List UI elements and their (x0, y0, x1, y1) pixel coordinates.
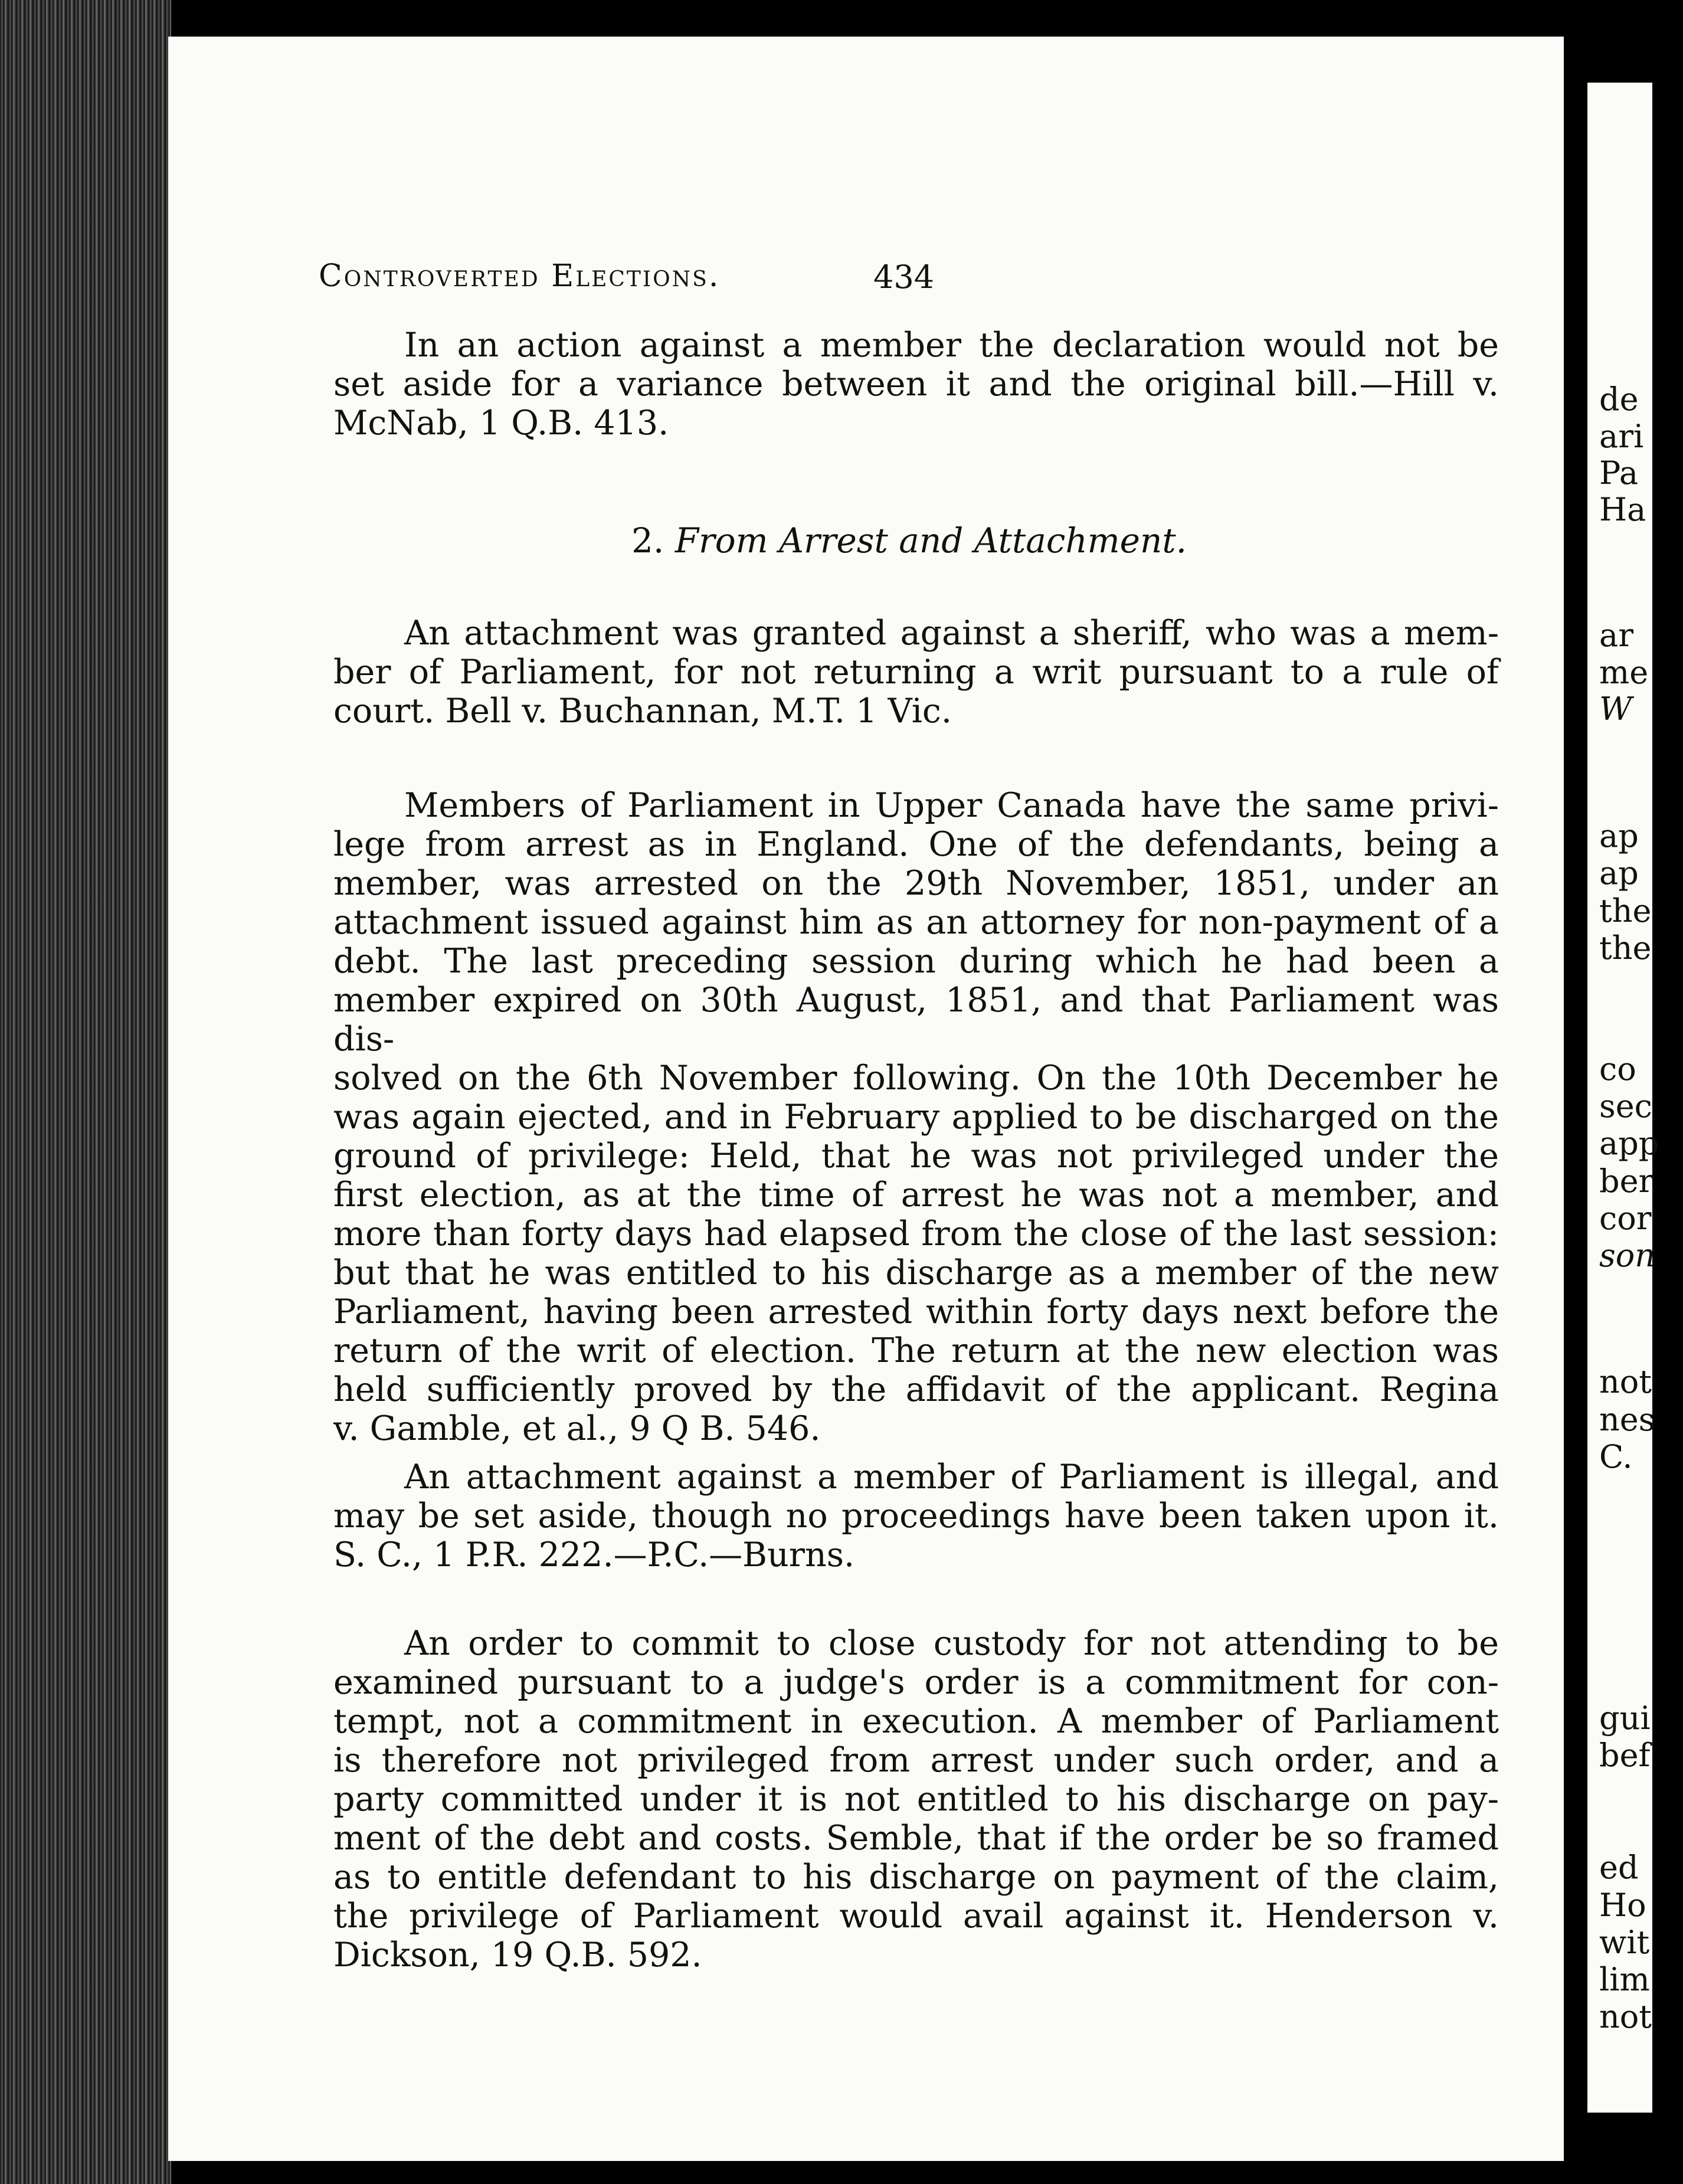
facing-page-fragment: nes (1599, 1401, 1655, 1438)
facing-page-fragment: the (1599, 929, 1652, 967)
text-line: examined pursuant to a judge's order is a commitment for con- (333, 1663, 1499, 1702)
facing-page-fragment: not (1599, 1998, 1652, 2035)
text-line: solved on the 6th November following. On the 10th December he (333, 1059, 1499, 1098)
text-line: attachment issued against him as an attorney for non-payment of a (333, 903, 1499, 942)
facing-page-fragment: W (1599, 690, 1632, 728)
text-line: McNab, 1 Q.B. 413. (333, 404, 669, 443)
facing-page-fragment: Ha (1599, 491, 1646, 528)
facing-page-edge (1587, 83, 1659, 2113)
paragraph-bell-v-buchannan (333, 614, 1499, 731)
text-line: party committed under it is not entitled to his discharge on pay- (333, 1780, 1499, 1819)
paragraph-attachment-illegal (333, 1458, 1499, 1574)
facing-page-fragment: son (1599, 1237, 1656, 1274)
facing-page-fragment: co (1599, 1050, 1636, 1088)
text-line: An attachment against a member of Parliament is illegal, and (404, 1458, 1499, 1497)
paragraph-henderson-v-dickson (333, 1624, 1499, 1975)
facing-page-fragment: app (1599, 1125, 1659, 1162)
text-line: ground of privilege: Held, that he was not privileged under the (333, 1137, 1499, 1176)
paragraph-regina-v-gamble (333, 786, 1499, 1448)
facing-page-fragment: C. (1599, 1438, 1633, 1475)
text-line: Dickson, 19 Q.B. 592. (333, 1936, 702, 1975)
text-line: S. C., 1 P.R. 222.—P.C.—Burns. (333, 1535, 855, 1574)
text-line: more than forty days had elapsed from the close of the last session: (333, 1214, 1499, 1253)
facing-page-fragment: ed (1599, 1849, 1639, 1886)
text-line: held sufficiently proved by the affidavit of the applicant. Regina (333, 1370, 1499, 1409)
facing-page-fragment: Pa (1599, 454, 1639, 492)
section-number: 2. (631, 520, 664, 561)
facing-page-fragment: ap (1599, 817, 1639, 854)
text-line: v. Gamble, et al., 9 Q B. 546. (333, 1409, 821, 1448)
paragraph-hill-v-mcnab (333, 326, 1499, 443)
text-line: Members of Parliament in Upper Canada have the same privi- (404, 786, 1499, 825)
text-line: is therefore not privileged from arrest under such order, and a (333, 1741, 1499, 1780)
text-line: An attachment was granted against a sheriff, who was a mem- (404, 614, 1499, 653)
text-line: may be set aside, though no proceedings have been taken upon it. (333, 1497, 1499, 1535)
facing-page-fragment: ber (1599, 1163, 1654, 1200)
text-line: Parliament, having been arrested within forty days next before the (333, 1292, 1499, 1331)
running-title: Controverted Elections. (319, 258, 721, 294)
page-number: 434 (873, 258, 935, 296)
text-line: first election, as at the time of arrest he was not a member, and (333, 1176, 1499, 1214)
facing-page-fragment: me (1599, 654, 1649, 691)
text-line: tempt, not a commitment in execution. A member of Parliament (333, 1702, 1499, 1741)
facing-page-fragment: not (1599, 1363, 1652, 1400)
facing-page-fragment: ap (1599, 854, 1639, 892)
facing-page-fragment: Ho (1599, 1887, 1646, 1924)
text-line: ment of the debt and costs. Semble, that if the order be so framed (333, 1819, 1499, 1858)
facing-page-fragment: wit (1599, 1924, 1650, 1961)
text-line: set aside for a variance between it and the original bill.—Hill v. (333, 365, 1499, 404)
text-line: debt. The last preceding session during which he had been a (333, 942, 1499, 981)
facing-page-fragment: the (1599, 892, 1652, 929)
text-line: ber of Parliament, for not returning a writ pursuant to a rule of (333, 653, 1499, 692)
text-line: member expired on 30th August, 1851, and that Parliament was dis- (333, 981, 1499, 1059)
facing-page-fragment: lim (1599, 1961, 1650, 1998)
facing-page-fragment: bef (1599, 1737, 1651, 1774)
facing-page-fragment: ar (1599, 617, 1634, 654)
facing-page-fragment: ari (1599, 418, 1644, 455)
text-line: was again ejected, and in February applied to be discharged on the (333, 1098, 1499, 1137)
text-line: court. Bell v. Buchannan, M.T. 1 Vic. (333, 692, 952, 731)
facing-page-fragment: cor (1599, 1200, 1652, 1237)
text-line: An order to commit to close custody for not attending to be (404, 1624, 1499, 1663)
facing-page-fragment: sec (1599, 1088, 1652, 1125)
text-line: lege from arrest as in England. One of the defendants, being a (333, 825, 1499, 864)
facing-page-fragment: de (1599, 381, 1639, 418)
facing-page-fragment: gui (1599, 1700, 1651, 1737)
text-line: return of the writ of election. The return at the new election was (333, 1331, 1499, 1370)
section-heading (631, 520, 1187, 561)
text-line: In an action against a member the declaration would not be (404, 326, 1499, 365)
book-binding-edge (0, 0, 171, 2184)
text-line: the privilege of Parliament would avail against it. Henderson v. (333, 1897, 1499, 1936)
text-line: member, was arrested on the 29th November, 1851, under an (333, 864, 1499, 903)
text-line: as to entitle defendant to his discharge on payment of the claim, (333, 1858, 1499, 1897)
text-line: but that he was entitled to his discharge as a member of the new (333, 1253, 1499, 1292)
section-title: From Arrest and Attachment. (674, 520, 1187, 561)
